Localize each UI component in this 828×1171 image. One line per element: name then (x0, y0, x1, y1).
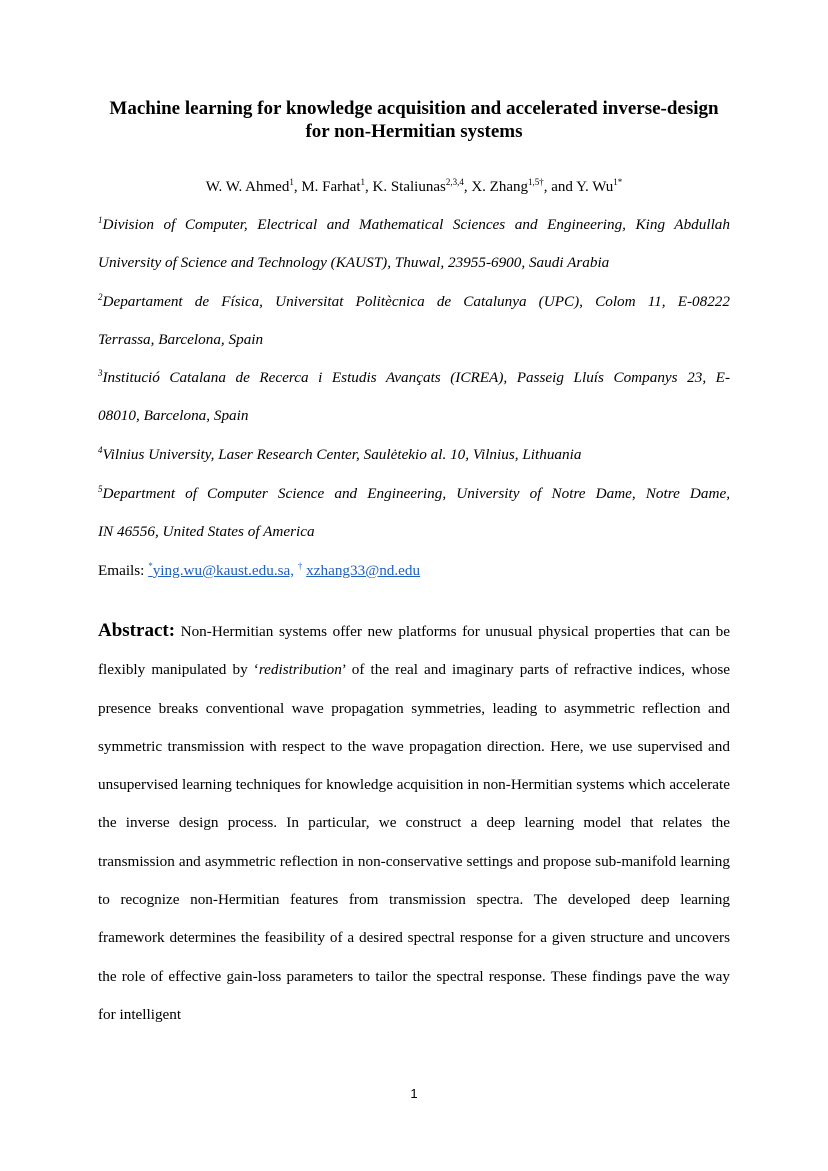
author-separator: , and (543, 179, 577, 195)
abstract-text-start: Non-Hermitian systems offer new platforms for unusual physical properties that can be flexibly manipulated by ‘ (98, 623, 731, 679)
affiliation-2 (98, 283, 730, 359)
author-affil-sup: 1 (289, 177, 294, 187)
author-separator: , (463, 179, 472, 195)
affiliation-3 (98, 359, 730, 435)
author-affil-sup: 2,3,4 (445, 177, 464, 187)
corresponding-mark-dagger: † (297, 561, 303, 571)
affiliation-text: 08010, Barcelona, Spain (98, 407, 249, 424)
affiliation-text: Terrassa, Barcelona, Spain (98, 331, 264, 348)
title-line-2: for non-Hermitian systems (305, 121, 523, 142)
author-name: M. Farhat (301, 179, 361, 195)
author-list (80, 177, 748, 197)
corresponding-mark: * (148, 561, 153, 571)
affiliation-text: Departament de Física, Universitat Politècnica de Catalunya (UPC), Colom 11, E-08222 (102, 293, 730, 310)
author-name: X. Zhang (471, 179, 528, 195)
abstract-italic-term: redistribution (258, 661, 342, 679)
abstract-text-rest: ’ of the real and imaginary parts of refractive indices, whose presence breaks conventional wave propagation symmetries, leading to asymmetric reflection and symmetric transmission with respect to the wave propagation direction. Here, we use supervised and unsupervised learning techniques for knowledge acquisition in non-Hermitian systems which accelerate the inverse design process. In particular, we construct a deep learning model that relates the transmission and asymmetric reflection in non-conservative settings and propose sub-manifold learning to recognize non-Hermitian features from transmission spectra. The developed deep learning framework determines the feasibility of a desired spectral response for a given structure and uncovers the role of effective gain-loss parameters to tailor the spectral response. These findings pave the way for intelligent (98, 661, 730, 1023)
affiliation-number: 3 (98, 368, 103, 378)
author-separator: , (365, 179, 373, 195)
affiliation-text: University of Science and Technology (KAUST), Thuwal, 23955-6900, Saudi Arabia (98, 254, 610, 271)
email-text: ying.wu@kaust.edu.sa, (152, 562, 295, 579)
paper-title (80, 97, 748, 143)
abstract-section (98, 612, 730, 1034)
contact-emails (98, 560, 420, 582)
author-name: Y. Wu (576, 179, 614, 195)
title-line-1: Machine learning for knowledge acquisition and accelerated inverse-design (109, 98, 719, 119)
email-link-wu[interactable] (148, 562, 294, 579)
affiliation-text: Vilnius University, Laser Research Center, Saulėtekio al. 10, Vilnius, Lithuania (102, 446, 582, 463)
page-number: 1 (410, 1086, 418, 1101)
author-affil-sup: 1,5† (528, 177, 544, 187)
author-separator: , (293, 179, 302, 195)
affiliation-4 (98, 436, 730, 474)
author-affil-sup: 1 (360, 177, 365, 187)
affiliation-5 (98, 475, 730, 551)
author-affil-sup: 1* (613, 177, 623, 187)
affiliation-text: Division of Computer, Electrical and Mathematical Sciences and Engineering, King Abdullah (102, 216, 730, 233)
author-name: K. Staliunas (372, 179, 446, 195)
affiliation-number: 4 (98, 445, 103, 455)
abstract-heading: Abstract: (98, 620, 176, 641)
affiliation-text: Institució Catalana de Recerca i Estudis Avançats (ICREA), Passeig Lluís Companys 23, E- (102, 369, 730, 386)
email-link-zhang[interactable]: xzhang33@nd.edu (306, 562, 421, 579)
emails-label: Emails: (98, 562, 145, 579)
author-name: W. W. Ahmed (205, 179, 290, 195)
affiliation-1 (98, 206, 730, 282)
affiliation-number: 1 (98, 215, 103, 225)
affiliation-text: IN 46556, United States of America (98, 523, 315, 540)
affiliation-number: 2 (98, 292, 103, 302)
affiliation-text: Department of Computer Science and Engineering, University of Notre Dame, Notre Dame, (102, 485, 730, 502)
affiliation-number: 5 (98, 484, 103, 494)
